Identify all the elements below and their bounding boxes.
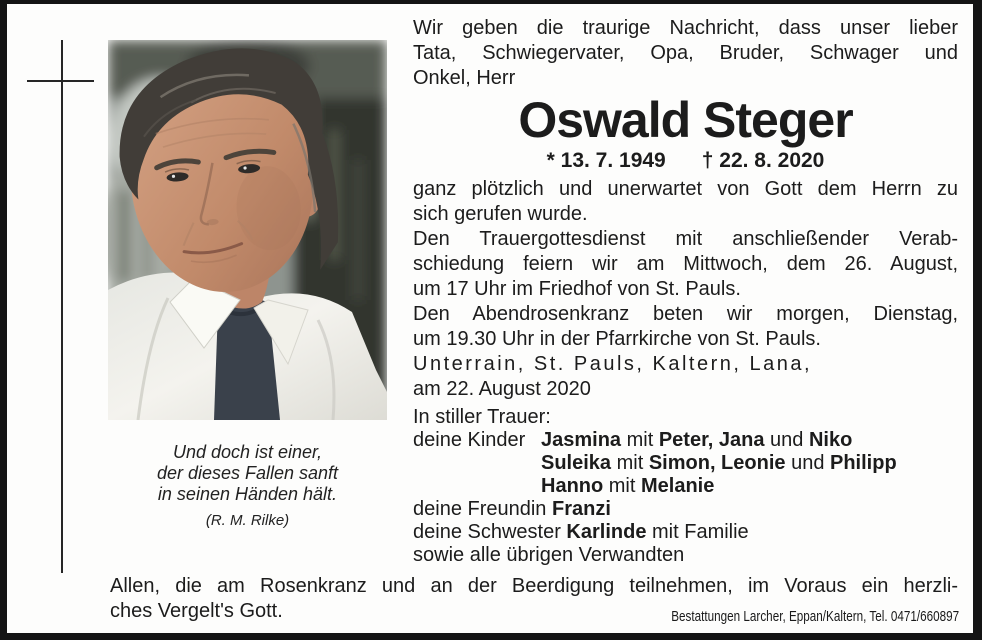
closing-line-2: ches Vergelt's Gott.: [110, 600, 283, 622]
announcement-column: [413, 16, 958, 567]
poem-attribution: (R. M. Rilke): [205, 512, 290, 529]
poem-line-2: der dieses Fallen sanft: [156, 463, 339, 483]
obituary-card: [7, 4, 973, 633]
announcement-line: um 19.30 Uhr in der Pfarrkirche von St. Pauls.: [413, 328, 821, 350]
deceased-name: Oswald Steger: [518, 92, 853, 148]
memorial-cross-bar: [27, 80, 94, 82]
mourners-block: [413, 406, 958, 567]
children-label: deine Kinder: [413, 429, 526, 451]
birth-date: * 13. 7. 1949: [546, 149, 666, 172]
announcement-line: sich gerufen wurde.: [413, 203, 588, 225]
children-names: [541, 429, 958, 498]
intro-line-2: Tata, Schwiegervater, Opa, Bruder, Schwager und: [413, 42, 958, 64]
announcement-line: schiedung feiern wir am Mittwoch, dem 26. August,: [413, 253, 958, 275]
children-row: [413, 429, 958, 498]
poem: [103, 442, 392, 531]
poem-line-1: Und doch ist einer,: [172, 442, 323, 462]
intro-line-1: Wir geben die traurige Nachricht, dass unser lieber: [413, 17, 958, 39]
girlfriend-line: deine Freundin Franzi: [413, 498, 611, 520]
announcement-line: Den Abendrosenkranz beten wir morgen, Dienstag,: [413, 303, 958, 325]
funeral-home-credit: Bestattungen Larcher, Eppan/Kaltern, Tel. 0471/660897: [671, 608, 959, 625]
child-line: Hanno mit Melanie: [541, 475, 715, 497]
announcement-line: um 17 Uhr im Friedhof von St. Pauls.: [413, 278, 741, 300]
relatives-line: sowie alle übrigen Verwandten: [413, 544, 685, 566]
death-date: † 22. 8. 2020: [701, 149, 825, 172]
place-line: Unterrain, St. Pauls, Kaltern, Lana,: [413, 353, 813, 375]
intro-line-3: Onkel, Herr: [413, 67, 516, 89]
announcement-line: ganz plötzlich und unerwartet von Gott dem Herrn zu: [413, 178, 958, 200]
date-line: am 22. August 2020: [413, 378, 591, 400]
sister-line: deine Schwester Karlinde mit Familie: [413, 521, 749, 543]
child-line: Suleika mit Simon, Leonie und Philipp: [541, 452, 897, 474]
portrait-photo: [108, 40, 387, 420]
memorial-cross-icon: [61, 40, 63, 573]
poem-line-3: in seinen Händen hält.: [157, 484, 338, 504]
mourning-title: In stiller Trauer:: [413, 406, 551, 428]
life-dates: [413, 147, 958, 174]
child-line: Jasmina mit Peter, Jana und Niko: [541, 429, 853, 451]
announcement-line: Den Trauergottesdienst mit anschließender Verab-: [413, 228, 958, 250]
closing-line-1: Allen, die am Rosenkranz und an der Beerdigung teilnehmen, im Voraus ein herzli-: [110, 575, 958, 597]
